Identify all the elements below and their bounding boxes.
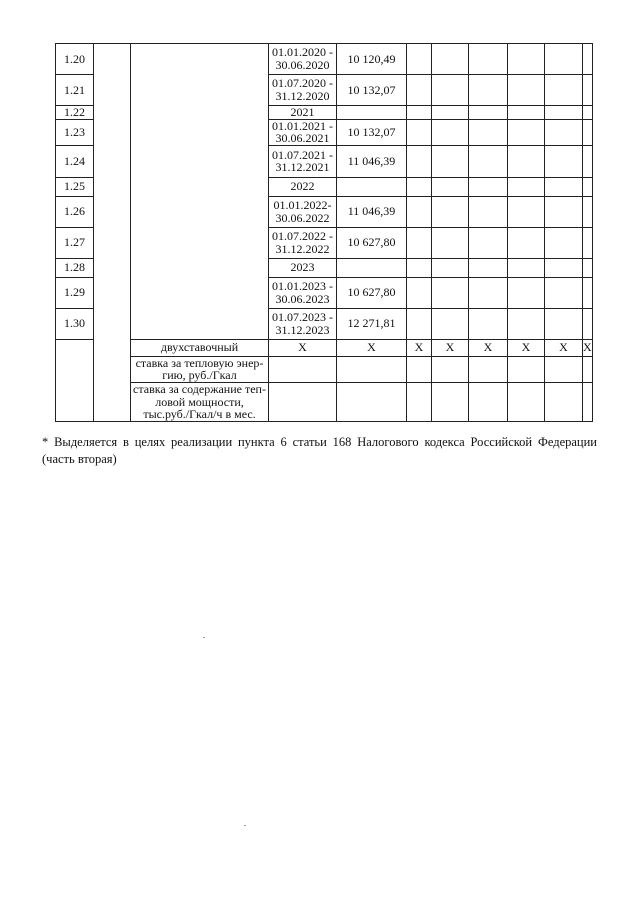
value-cell: 11 046,39 xyxy=(337,145,407,177)
value-cell xyxy=(337,177,407,196)
empty-cell xyxy=(545,177,583,196)
table-row xyxy=(56,339,593,356)
empty-cell xyxy=(545,145,583,177)
scan-speck xyxy=(244,825,246,826)
empty-cell xyxy=(469,145,508,177)
merged-blank-cell xyxy=(94,44,131,422)
period-cell: 01.01.2021 - 30.06.2021 xyxy=(269,119,337,145)
period-cell: 01.07.2023 - 31.12.2023 xyxy=(269,308,337,339)
empty-cell xyxy=(469,227,508,258)
table-row xyxy=(56,356,593,382)
empty-cell xyxy=(545,382,583,421)
x-mark: Х xyxy=(269,339,337,356)
empty-cell xyxy=(407,119,432,145)
two-part-label: двухставочный xyxy=(131,339,269,356)
empty-cell xyxy=(432,258,469,277)
row-number: 1.22 xyxy=(56,106,94,120)
empty-cell xyxy=(545,308,583,339)
empty-cell xyxy=(545,227,583,258)
value-cell xyxy=(337,258,407,277)
empty-cell xyxy=(583,106,593,120)
empty-cell xyxy=(545,277,583,308)
row-number: 1.26 xyxy=(56,196,94,227)
empty-cell xyxy=(508,119,545,145)
empty-cell xyxy=(432,277,469,308)
row-number: 1.24 xyxy=(56,145,94,177)
rate-label: ставка за тепловую энер- гию, руб./Гкал xyxy=(131,356,269,382)
empty-cell xyxy=(545,119,583,145)
empty-cell xyxy=(469,196,508,227)
row-number: 1.25 xyxy=(56,177,94,196)
empty-cell xyxy=(407,258,432,277)
empty-cell xyxy=(432,177,469,196)
empty-cell xyxy=(583,196,593,227)
empty-cell xyxy=(469,119,508,145)
empty-cell xyxy=(432,382,469,421)
empty-cell xyxy=(432,227,469,258)
empty-cell xyxy=(407,356,432,382)
empty-cell xyxy=(508,145,545,177)
empty-cell xyxy=(469,382,508,421)
value-cell: 10 132,07 xyxy=(337,119,407,145)
row-number: 1.28 xyxy=(56,258,94,277)
empty-cell xyxy=(583,356,593,382)
value-cell: 12 271,81 xyxy=(337,308,407,339)
empty-cell xyxy=(545,258,583,277)
empty-cell xyxy=(432,106,469,120)
row-number: 1.29 xyxy=(56,277,94,308)
value-cell: 10 132,07 xyxy=(337,75,407,106)
year-cell: 2021 xyxy=(269,106,337,120)
empty-cell xyxy=(407,177,432,196)
empty-cell xyxy=(432,75,469,106)
scan-speck xyxy=(203,637,205,638)
empty-cell xyxy=(469,177,508,196)
empty-cell xyxy=(469,308,508,339)
x-mark: Х xyxy=(583,340,592,355)
empty-cell xyxy=(469,356,508,382)
row-number: 1.20 xyxy=(56,44,94,75)
period-cell: 01.07.2021 - 31.12.2021 xyxy=(269,145,337,177)
empty-cell xyxy=(508,356,545,382)
empty-cell xyxy=(583,119,593,145)
empty-cell xyxy=(337,382,407,421)
x-mark: Х xyxy=(407,339,432,356)
row-number: 1.30 xyxy=(56,308,94,339)
empty-cell xyxy=(583,44,593,75)
empty-cell xyxy=(432,308,469,339)
x-mark: Х xyxy=(545,339,583,356)
table-row xyxy=(56,382,593,421)
empty-cell xyxy=(469,75,508,106)
empty-cell xyxy=(269,382,337,421)
empty-cell xyxy=(469,44,508,75)
footnote: * Выделяется в целях реализации пункта 6 статьи 168 Налогового кодекса Российской Федерации (часть вторая) xyxy=(42,435,597,466)
empty-cell xyxy=(407,196,432,227)
empty-cell xyxy=(508,196,545,227)
empty-cell xyxy=(432,119,469,145)
empty-cell xyxy=(508,382,545,421)
empty-cell xyxy=(407,145,432,177)
empty-cell xyxy=(407,308,432,339)
empty-cell xyxy=(269,356,337,382)
merged-blank-cell xyxy=(56,339,94,421)
period-cell: 01.01.2023 - 30.06.2023 xyxy=(269,277,337,308)
period-cell: 01.01.2020 - 30.06.2020 xyxy=(269,44,337,75)
empty-cell xyxy=(469,106,508,120)
empty-cell xyxy=(432,145,469,177)
tariff-table xyxy=(55,43,593,422)
empty-cell xyxy=(469,277,508,308)
x-mark: Х xyxy=(432,339,469,356)
value-cell xyxy=(337,106,407,120)
empty-cell xyxy=(583,75,593,106)
empty-cell xyxy=(583,145,593,177)
empty-cell xyxy=(432,44,469,75)
empty-cell xyxy=(432,356,469,382)
empty-cell xyxy=(508,227,545,258)
empty-cell xyxy=(545,75,583,106)
row-number: 1.23 xyxy=(56,119,94,145)
empty-cell xyxy=(508,258,545,277)
period-cell: 01.07.2020 - 31.12.2020 xyxy=(269,75,337,106)
empty-cell xyxy=(545,106,583,120)
empty-cell xyxy=(407,277,432,308)
empty-cell xyxy=(583,382,593,421)
x-mark: Х xyxy=(469,339,508,356)
value-cell: 10 627,80 xyxy=(337,227,407,258)
empty-cell xyxy=(583,308,593,339)
value-cell: 10 120,49 xyxy=(337,44,407,75)
empty-cell xyxy=(432,196,469,227)
period-cell: 01.01.2022- 30.06.2022 xyxy=(269,196,337,227)
empty-cell xyxy=(407,382,432,421)
empty-cell xyxy=(583,177,593,196)
empty-cell xyxy=(545,356,583,382)
year-cell: 2022 xyxy=(269,177,337,196)
empty-cell xyxy=(508,106,545,120)
empty-cell xyxy=(508,277,545,308)
x-mark: Х xyxy=(508,339,545,356)
empty-cell xyxy=(508,44,545,75)
period-cell: 01.07.2022 - 31.12.2022 xyxy=(269,227,337,258)
value-cell: 10 627,80 xyxy=(337,277,407,308)
empty-cell xyxy=(583,227,593,258)
row-number: 1.21 xyxy=(56,75,94,106)
empty-cell xyxy=(508,177,545,196)
empty-cell xyxy=(469,258,508,277)
x-mark: Х xyxy=(337,339,407,356)
row-number: 1.27 xyxy=(56,227,94,258)
value-cell: 11 046,39 xyxy=(337,196,407,227)
year-cell: 2023 xyxy=(269,258,337,277)
empty-cell xyxy=(508,75,545,106)
empty-cell xyxy=(407,227,432,258)
merged-blank-cell xyxy=(131,44,269,340)
empty-cell xyxy=(583,258,593,277)
empty-cell xyxy=(508,308,545,339)
empty-cell xyxy=(407,106,432,120)
empty-cell xyxy=(407,75,432,106)
empty-cell xyxy=(545,44,583,75)
empty-cell xyxy=(337,356,407,382)
empty-cell xyxy=(407,44,432,75)
table-row xyxy=(56,44,593,75)
rate-label: ставка за содержание теп- ловой мощности, тыс.руб./Гкал/ч в мес. xyxy=(131,382,269,421)
empty-cell xyxy=(545,196,583,227)
empty-cell xyxy=(583,277,593,308)
